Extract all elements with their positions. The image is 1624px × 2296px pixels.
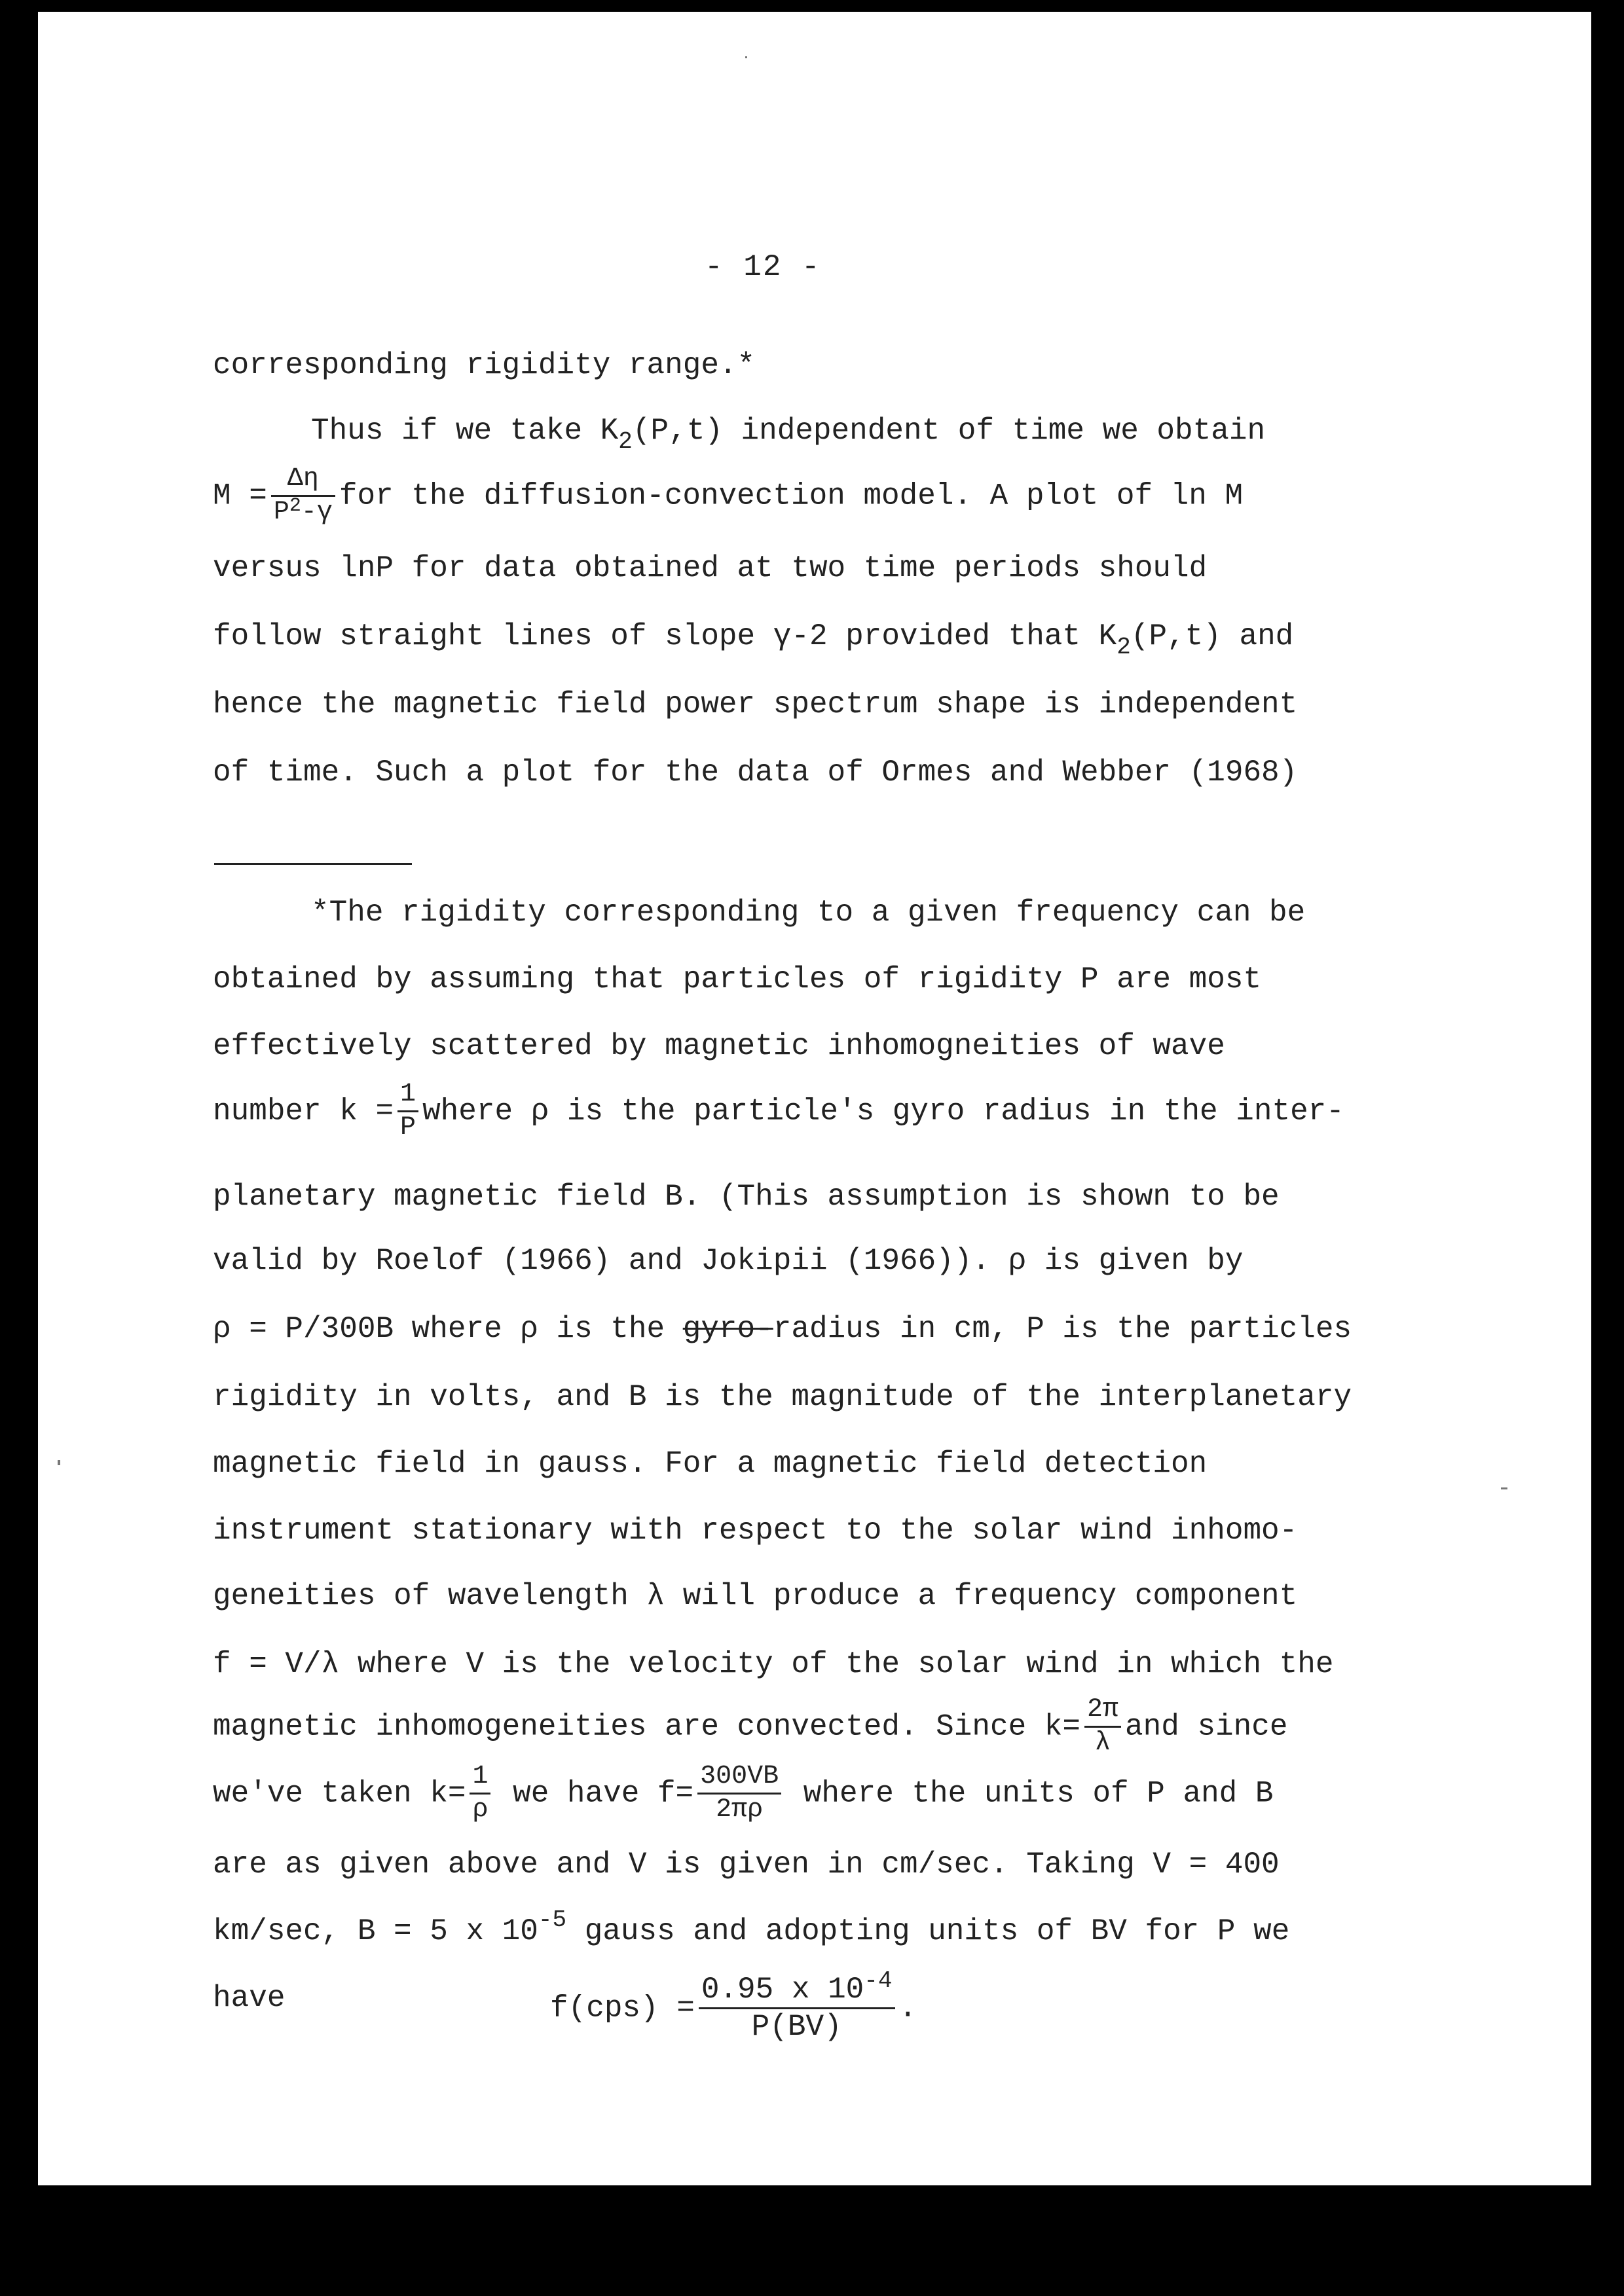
footnote-line: number k = $\frac{1}{P}$ where ρ is the particle's gyro radius in the inter- (213, 1080, 1344, 1142)
text-line: follow straight lines of slope γ-2 provided that $K_2(P,t)$ and (213, 619, 1294, 661)
equation: f(cps) = $\frac{0.95 x 10^{-4}}{P(BV)}$ . (550, 1967, 917, 2044)
footnote-line: we've taken k= $\frac{1}{\rho}$ we have f= $\frac{300VB}{2\pi\rho}$ where the units of P and B (213, 1762, 1274, 1825)
text-line: M = $\frac{\Delta\eta}{P^2-\gamma}$ for the diffusion-convection model. A plot of ln M (213, 464, 1244, 527)
footnote-line: f = V/λ where V is the velocity of the solar wind in which the (213, 1647, 1334, 1681)
scan-speck (745, 56, 747, 58)
footnote-line: valid by Roelof (1966) and Jokipii (1966)). ρ is given by (213, 1244, 1244, 1278)
text-line: hence the magnetic field power spectrum shape is independent (213, 687, 1298, 721)
footnote-line: magnetic field in gauss. For a magnetic field detection (213, 1447, 1208, 1481)
text-line: corresponding rigidity range.* (213, 348, 756, 382)
text-line: Thus if we take $K_2(P,t)$ independent of time we obtain (311, 414, 1266, 455)
footnote-line: obtained by assuming that particles of rigidity P are most (213, 962, 1262, 996)
text-line: of time. Such a plot for the data of Ormes and Webber (1968) (213, 756, 1298, 790)
footnote-line: ρ = P/300B where ρ is the gyro-radius in cm, P is the particles (213, 1312, 1352, 1346)
fraction-delta-eta: $\frac{\Delta\eta}{P^2-\gamma}$ (271, 466, 335, 526)
footnote-line: geneities of wavelength λ will produce a frequency component (213, 1579, 1298, 1613)
page-number: - 12 - (705, 250, 821, 284)
struck-text: gyro- (682, 1312, 773, 1346)
footnote-line: *The rigidity corresponding to a given frequency can be (311, 896, 1306, 930)
footnote-line: are as given above and V is given in cm/sec. Taking V = 400 (213, 1848, 1280, 1882)
equation-fraction: $\frac{0.95 x 10^{-4}}{P(BV)}$ (699, 1975, 895, 2042)
subscript: 2 (618, 428, 633, 455)
footnote-line: have (213, 1981, 286, 2015)
text-line: versus lnP for data obtained at two time periods should (213, 551, 1208, 585)
scan-speck (58, 1460, 60, 1465)
footnote-line: instrument stationary with respect to the solar wind inhomo- (213, 1514, 1298, 1548)
subscript: 2 (1116, 634, 1131, 661)
scan-speck (1501, 1487, 1507, 1489)
superscript: -5 (538, 1906, 567, 1933)
footnote-line: magnetic inhomogeneities are convected. Since k= $\frac{2\pi}{\lambda}$ and since (213, 1695, 1288, 1758)
fraction-300vb: $\frac{300VB}{2\pi\rho}$ (697, 1764, 781, 1823)
footnote-line: effectively scattered by magnetic inhomogneities of wave (213, 1029, 1225, 1063)
fraction-one-over-p: $\frac{1}{P}$ (397, 1082, 418, 1141)
footnote-line: km/sec, B = 5 x $10^{-5}$ gauss and adopting units of BV for P we (213, 1906, 1290, 1948)
fraction-one-over-rho: $\frac{1}{\rho}$ (470, 1764, 490, 1823)
footnote-line: planetary magnetic field B. (This assumption is shown to be (213, 1180, 1280, 1214)
footnote-line: rigidity in volts, and B is the magnitude of the interplanetary (213, 1380, 1352, 1414)
fraction-two-pi-over-lambda: $\frac{2\pi}{\lambda}$ (1084, 1697, 1121, 1757)
footnote-rule (214, 863, 412, 865)
